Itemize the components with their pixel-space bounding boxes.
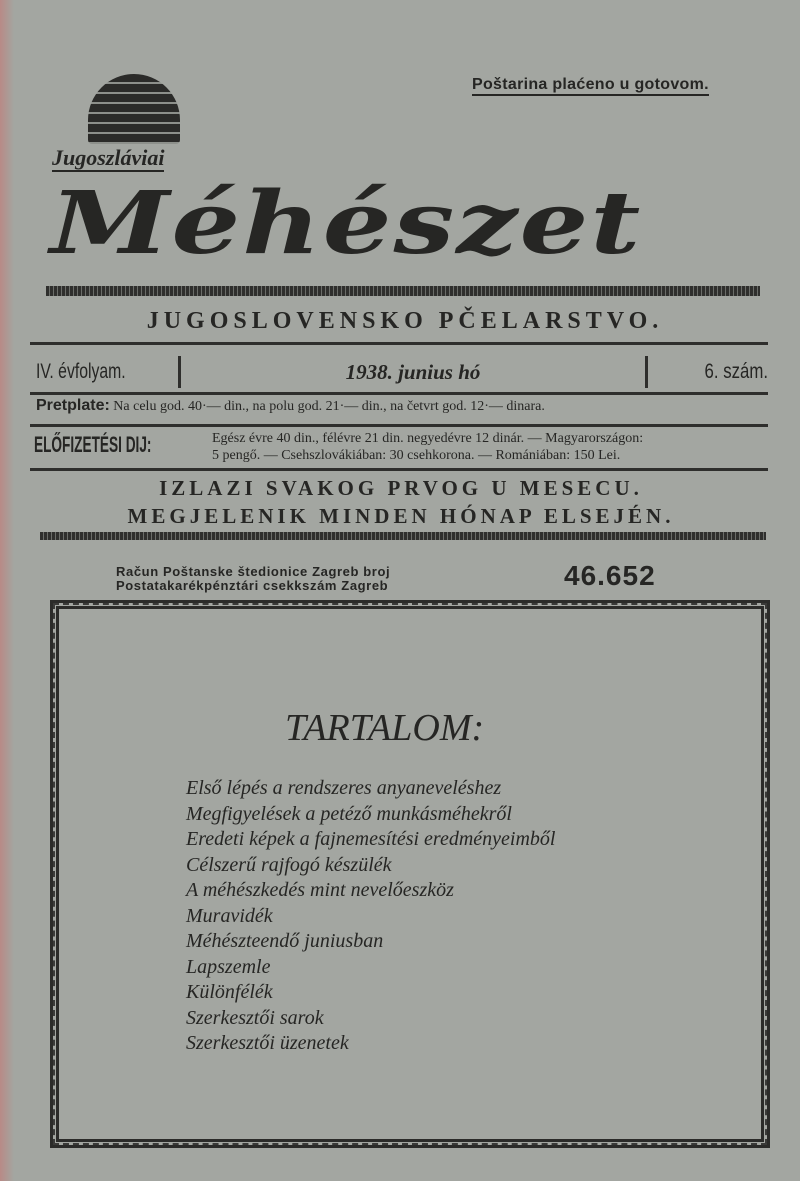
prices-text: Na celu god. 40·— din., na polu god. 21·— din., na četvrt god. 12·— dinara. (113, 399, 545, 414)
list-item: Méhészteendő juniusban (186, 930, 384, 952)
notice-serbian: IZLAZI SVAKOG PRVOG U MESECU. (159, 476, 643, 500)
issue-number: 6. szám. (704, 360, 768, 383)
account-line: Račun Poštanske štedionice Zagreb broj (116, 564, 391, 579)
list-item: A méhészkedés mint nevelőeszköz (186, 879, 454, 901)
subscription-label: ELŐFIZETÉSI DIJ: (34, 432, 152, 457)
postage-note: Poštarina plaćeno u gotovom. (472, 76, 709, 96)
list-item: Muravidék (186, 904, 273, 927)
subscription-line: 5 pengő. — Csehszlovákiában: 30 csehkorona. — Romániában: 150 Lei. (212, 448, 621, 463)
issue-date: 1938. junius hó (345, 359, 481, 384)
beehive-logo-icon (88, 74, 180, 144)
contents-title: TARTALOM: (285, 707, 485, 749)
divider (30, 342, 768, 345)
list-item: Megfigyelések a petéző munkásméhekről (186, 802, 512, 825)
prices-label: Pretplate: (36, 397, 110, 414)
divider (30, 424, 768, 427)
list-item: Lapszemle (186, 955, 271, 978)
list-item: Eredeti képek a fajnemesítési eredményeimből (186, 828, 556, 850)
issue-row (30, 356, 768, 388)
divider (645, 356, 648, 388)
divider (30, 468, 768, 471)
contents-list (186, 776, 555, 1057)
masthead-title: Méhészet (50, 172, 643, 274)
list-item: Szerkesztői sarok (186, 1006, 324, 1029)
subscription-line: Egész évre 40 din., félévre 21 din. negyedévre 12 dinár. — Magyarországon: (212, 431, 644, 446)
divider (46, 286, 760, 296)
list-item: Első lépés a rendszeres anyaneveléshez (186, 777, 502, 799)
masthead-subtitle: JUGOSLOVENSKO PČELARSTVO. (146, 308, 664, 334)
account-number: 46.652 (564, 560, 656, 591)
divider (30, 392, 768, 395)
subscription-text (212, 430, 643, 464)
notice-hungarian: MEGJELENIK MINDEN HÓNAP ELSEJÉN. (127, 504, 675, 528)
prices (36, 397, 545, 415)
account-line: Postatakarékpénztári csekkszám Zagreb (116, 578, 389, 593)
masthead-prefix: Jugoszláviai (52, 145, 165, 170)
list-item: Szerkesztői üzenetek (186, 1032, 349, 1054)
list-item: Célszerű rajfogó készülék (186, 853, 392, 876)
divider (40, 532, 766, 540)
account-text (116, 565, 390, 593)
volume: IV. évfolyam. (36, 360, 126, 383)
page-edge (0, 0, 14, 1181)
list-item: Különfélék (186, 981, 273, 1003)
